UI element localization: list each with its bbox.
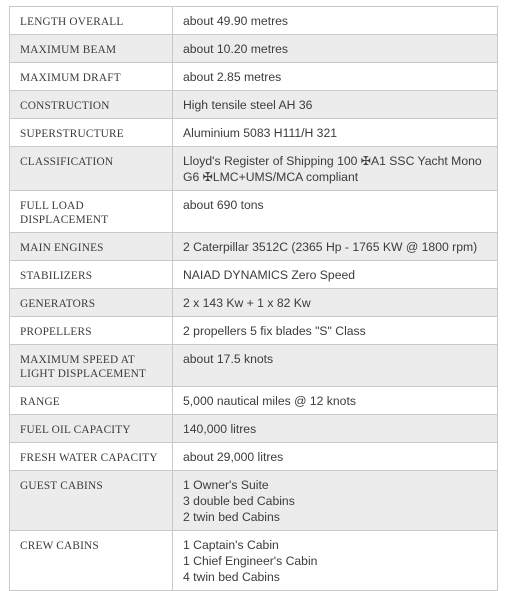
table-row bbox=[10, 91, 498, 119]
spec-value-line: High tensile steel AH 36 bbox=[183, 98, 313, 112]
spec-value-generators bbox=[173, 289, 498, 317]
spec-value-full-load-displacement bbox=[173, 191, 498, 233]
spec-value-guest-cabins bbox=[173, 471, 498, 531]
spec-label-maximum-speed: MAXIMUM SPEED AT LIGHT DISPLACEMENT bbox=[10, 345, 173, 387]
spec-label-length-overall: LENGTH OVERALL bbox=[10, 7, 173, 35]
table-row bbox=[10, 63, 498, 91]
table-row bbox=[10, 531, 498, 591]
spec-value-line: 2 Caterpillar 3512C (2365 Hp - 1765 KW @ 1800 rpm) bbox=[183, 240, 478, 254]
table-row bbox=[10, 345, 498, 387]
yacht-specifications-table bbox=[9, 6, 498, 591]
spec-value-maximum-beam bbox=[173, 35, 498, 63]
spec-value-fresh-water-capacity bbox=[173, 443, 498, 471]
spec-value-construction bbox=[173, 91, 498, 119]
spec-value-length-overall bbox=[173, 7, 498, 35]
spec-value-line: about 10.20 metres bbox=[183, 42, 289, 56]
spec-value-line: 1 Chief Engineer's Cabin bbox=[183, 554, 318, 568]
spec-value-classification bbox=[173, 147, 498, 191]
spec-label-generators: GENERATORS bbox=[10, 289, 173, 317]
spec-value-stabilizers bbox=[173, 261, 498, 289]
spec-value-maximum-draft bbox=[173, 63, 498, 91]
spec-value-line: about 2.85 metres bbox=[183, 70, 282, 84]
spec-label-main-engines: MAIN ENGINES bbox=[10, 233, 173, 261]
table-row bbox=[10, 415, 498, 443]
spec-value-range bbox=[173, 387, 498, 415]
table-row bbox=[10, 261, 498, 289]
table-row bbox=[10, 443, 498, 471]
spec-value-superstructure bbox=[173, 119, 498, 147]
spec-value-line: 2 x 143 Kw + 1 x 82 Kw bbox=[183, 296, 311, 310]
spec-value-main-engines bbox=[173, 233, 498, 261]
table-row bbox=[10, 317, 498, 345]
table-row bbox=[10, 147, 498, 191]
table-row bbox=[10, 191, 498, 233]
spec-value-line: about 17.5 knots bbox=[183, 352, 274, 366]
spec-value-line: 1 Owner's Suite bbox=[183, 478, 269, 492]
spec-label-fuel-oil-capacity: FUEL OIL CAPACITY bbox=[10, 415, 173, 443]
spec-label-stabilizers: STABILIZERS bbox=[10, 261, 173, 289]
spec-label-construction: CONSTRUCTION bbox=[10, 91, 173, 119]
spec-label-crew-cabins: CREW CABINS bbox=[10, 531, 173, 591]
spec-value-line: NAIAD DYNAMICS Zero Speed bbox=[183, 268, 356, 282]
spec-value-line: Aluminium 5083 H111/H 321 bbox=[183, 126, 338, 140]
spec-value-line: Lloyd's Register of Shipping 100 ✠A1 SSC Yacht Mono G6 ✠LMC+UMS/MCA compliant bbox=[183, 154, 482, 184]
spec-value-line: 5,000 nautical miles @ 12 knots bbox=[183, 394, 356, 408]
spec-label-superstructure: SUPERSTRUCTURE bbox=[10, 119, 173, 147]
spec-value-crew-cabins bbox=[173, 531, 498, 591]
table-row bbox=[10, 233, 498, 261]
spec-label-maximum-draft: MAXIMUM DRAFT bbox=[10, 63, 173, 91]
table-row bbox=[10, 387, 498, 415]
spec-label-guest-cabins: GUEST CABINS bbox=[10, 471, 173, 531]
table-row bbox=[10, 289, 498, 317]
spec-value-line: about 690 tons bbox=[183, 198, 264, 212]
spec-label-maximum-beam: MAXIMUM BEAM bbox=[10, 35, 173, 63]
spec-value-line: about 29,000 litres bbox=[183, 450, 284, 464]
spec-value-propellers bbox=[173, 317, 498, 345]
spec-value-line: 1 Captain's Cabin bbox=[183, 538, 279, 552]
table-row bbox=[10, 7, 498, 35]
spec-value-line: 4 twin bed Cabins bbox=[183, 570, 280, 584]
table-row bbox=[10, 35, 498, 63]
spec-value-line: 2 twin bed Cabins bbox=[183, 510, 280, 524]
spec-label-classification: CLASSIFICATION bbox=[10, 147, 173, 191]
table-row bbox=[10, 471, 498, 531]
spec-label-propellers: PROPELLERS bbox=[10, 317, 173, 345]
spec-value-line: 140,000 litres bbox=[183, 422, 257, 436]
spec-label-full-load-displacement: FULL LOAD DISPLACEMENT bbox=[10, 191, 173, 233]
spec-label-fresh-water-capacity: FRESH WATER CAPACITY bbox=[10, 443, 173, 471]
spec-value-line: 2 propellers 5 fix blades "S" Class bbox=[183, 324, 366, 338]
spec-label-range: RANGE bbox=[10, 387, 173, 415]
table-row bbox=[10, 119, 498, 147]
spec-value-line: 3 double bed Cabins bbox=[183, 494, 295, 508]
spec-value-line: about 49.90 metres bbox=[183, 14, 289, 28]
spec-value-maximum-speed bbox=[173, 345, 498, 387]
spec-value-fuel-oil-capacity bbox=[173, 415, 498, 443]
